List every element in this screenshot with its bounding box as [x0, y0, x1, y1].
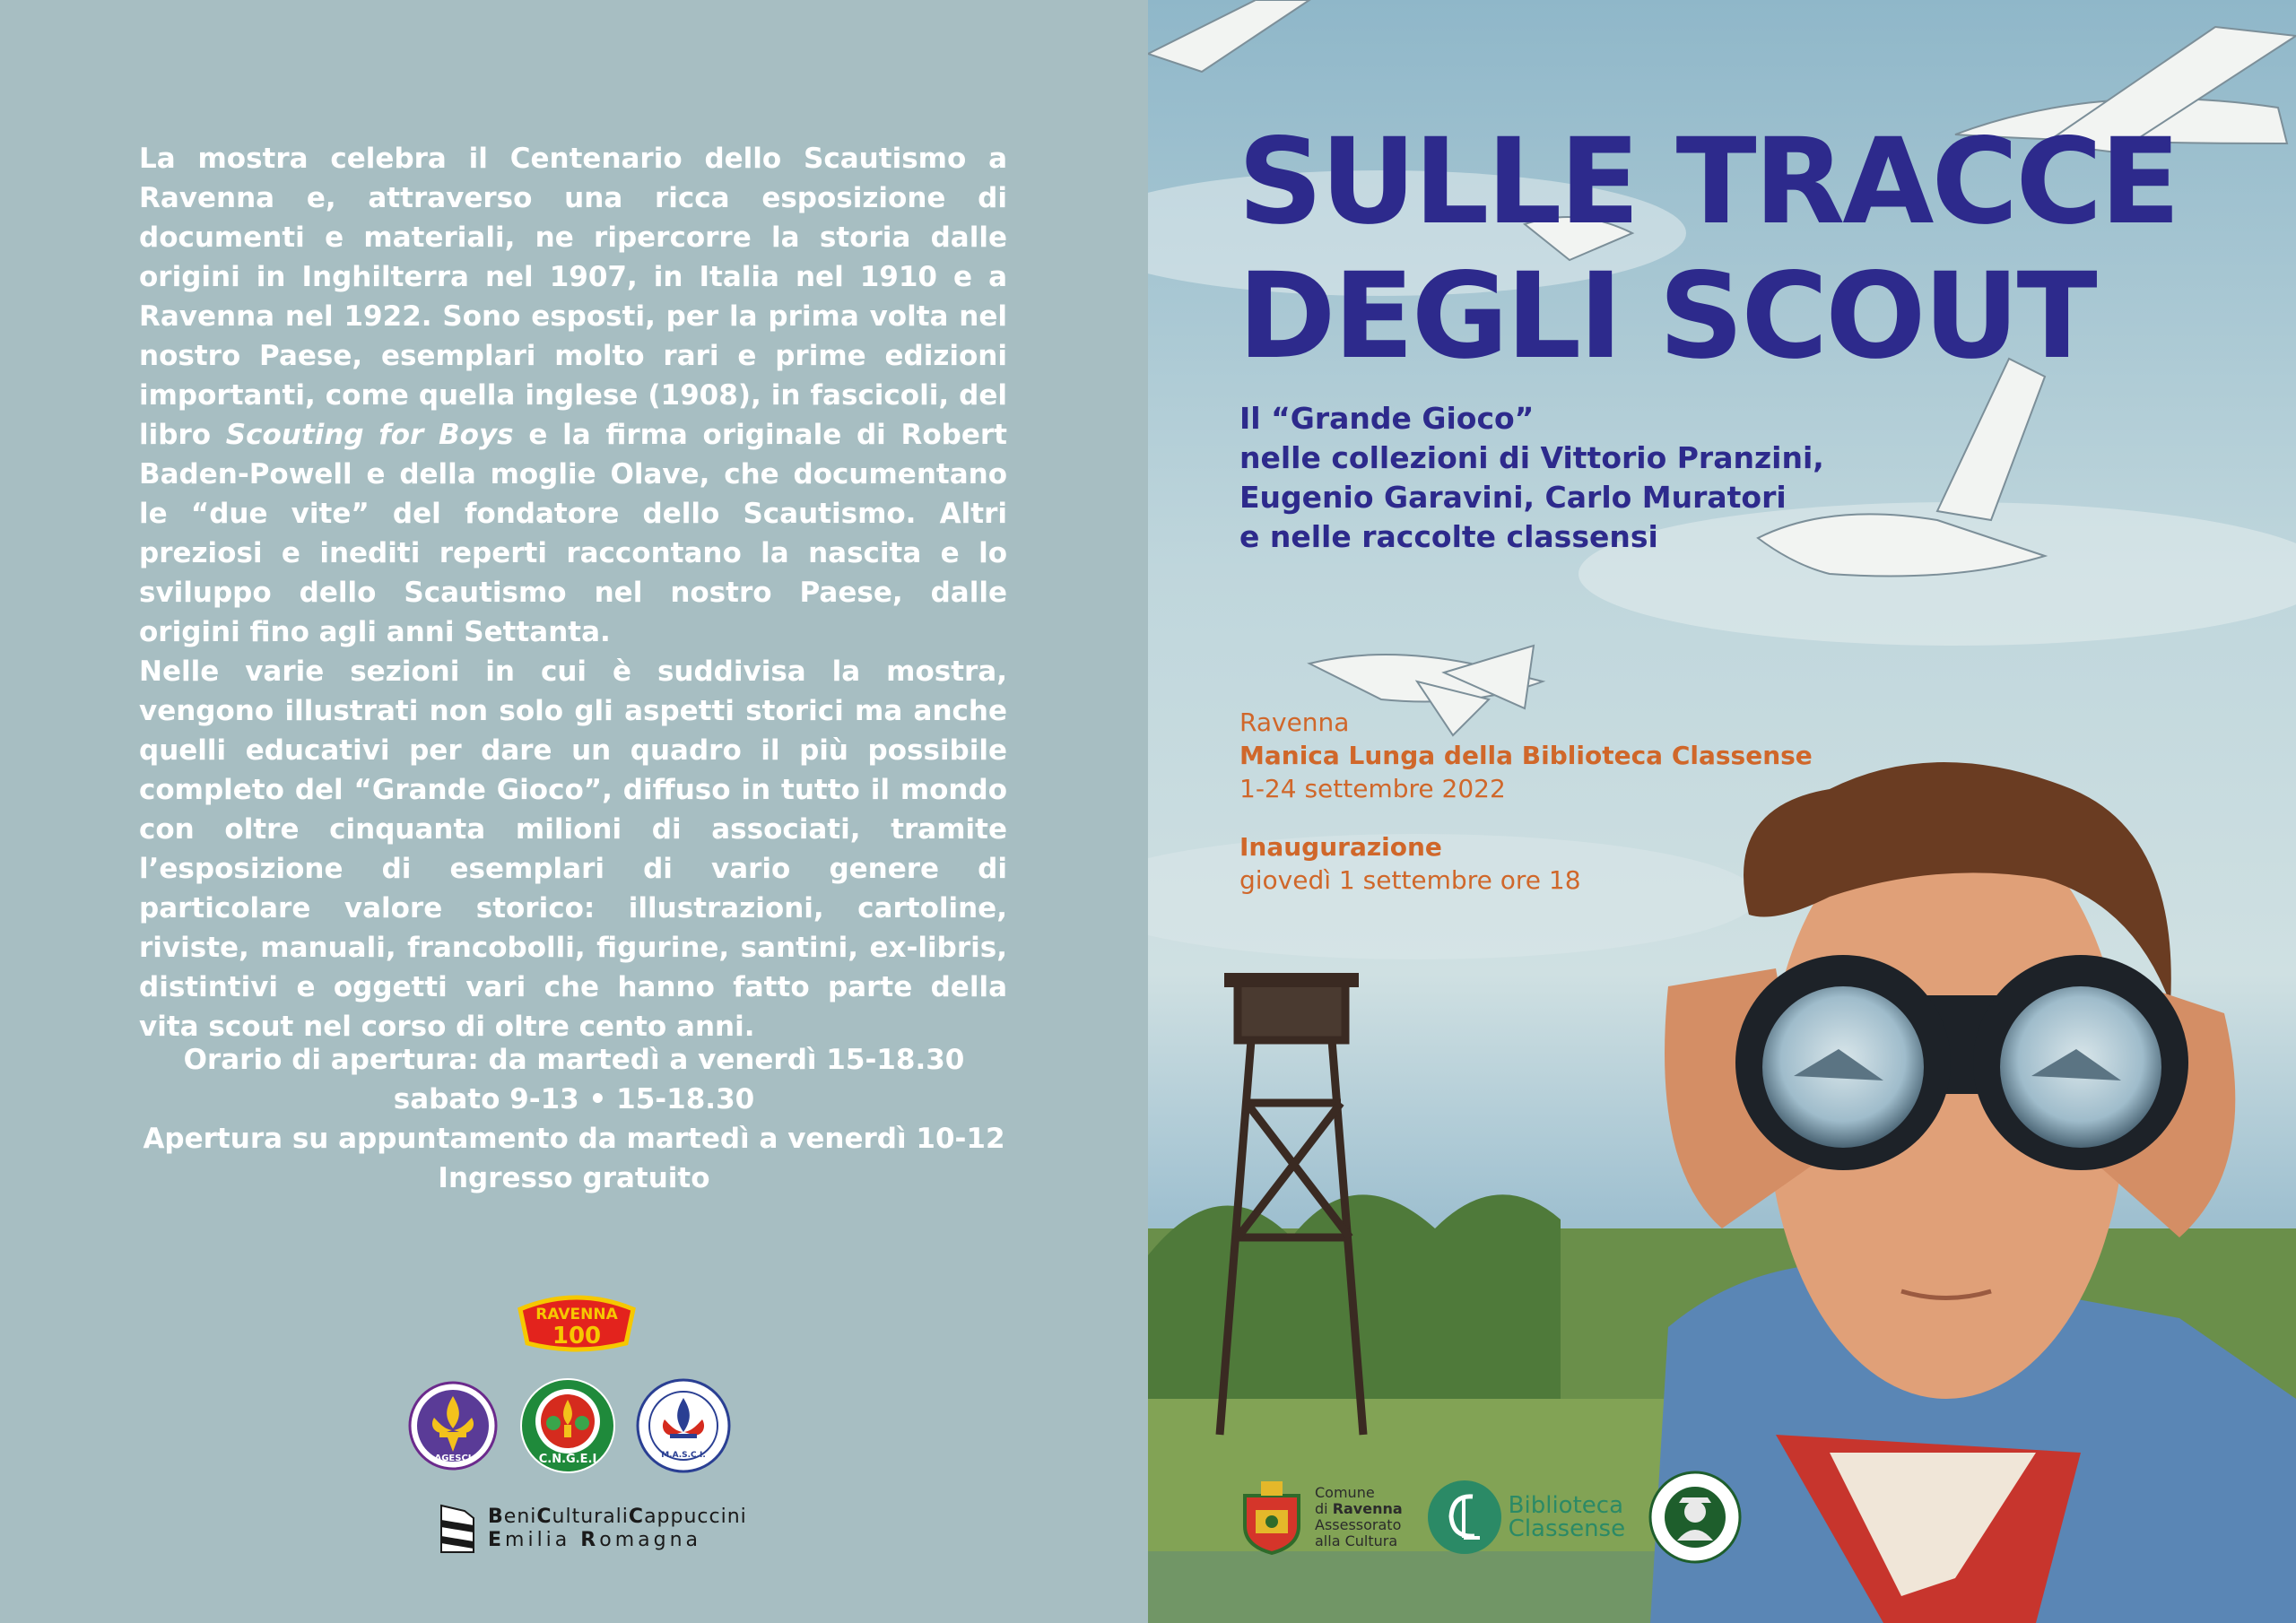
- scout-studies-seal-icon: [1648, 1471, 1742, 1564]
- cappuccini-emblem-icon: [438, 1502, 477, 1556]
- biblioteca-classense-logo: Biblioteca Classense: [1426, 1479, 1625, 1556]
- cover-panel: [1148, 0, 2296, 1623]
- masci-logo: [636, 1378, 731, 1473]
- svg-text:M.A.S.C.I.: M.A.S.C.I.: [661, 1451, 706, 1460]
- beni-culturali-cappuccini-logo: [438, 1502, 747, 1556]
- book-title: Scouting for Boys: [225, 419, 514, 451]
- bcc-line-1: BeniCulturaliCappuccini: [488, 1506, 747, 1528]
- opening-hours: [0, 1040, 1148, 1198]
- poster-subtitle: [1239, 399, 2047, 557]
- svg-text:RAVENNA: RAVENNA: [535, 1306, 618, 1324]
- svg-text:C.N.G.E.I: C.N.G.E.I: [538, 1453, 597, 1466]
- comune-ravenna-logo: Comune di Ravenna Assessorato alla Cultura: [1238, 1480, 1403, 1555]
- hours-line: Apertura su appuntamento da martedì a venerdì 10-12: [143, 1123, 1005, 1155]
- bcc-line-2: Emilia Romagna: [488, 1529, 701, 1551]
- subtitle-line: e nelle raccolte classensi: [1239, 519, 1658, 554]
- ravenna-100-logo: [515, 1291, 639, 1354]
- poster-title: [1238, 115, 2224, 384]
- cngei-logo: [519, 1376, 616, 1475]
- ravenna-coat-of-arms-icon: [1238, 1480, 1306, 1555]
- subtitle-line: Eugenio Garavini, Carlo Muratori: [1239, 480, 1787, 515]
- subtitle-line: nelle collezioni di Vittorio Pranzini,: [1239, 440, 1824, 475]
- exhibition-description: [139, 139, 1007, 1046]
- title-line: DEGLI SCOUT: [1238, 247, 2095, 386]
- inauguration-label: Inaugurazione: [1239, 832, 1442, 862]
- hours-line: Ingresso gratuito: [438, 1162, 710, 1194]
- event-dates: 1-24 settembre 2022: [1239, 774, 1506, 803]
- subtitle-line: Il “Grande Gioco”: [1239, 401, 1535, 436]
- title-line: SULLE TRACCE: [1238, 113, 2179, 251]
- agesci-logo: [407, 1376, 499, 1475]
- svg-text:100: 100: [552, 1323, 602, 1350]
- classense-monogram-icon: [1426, 1479, 1503, 1556]
- event-venue: Manica Lunga della Biblioteca Classense: [1239, 741, 1813, 770]
- event-city: Ravenna: [1239, 707, 1350, 737]
- event-details: [1239, 706, 1813, 897]
- sponsor-logos: [1238, 1471, 1742, 1564]
- description-paragraph-2: Nelle varie sezioni in cui è suddivisa la mostra, vengono illustrati non solo gli aspetti storici ma anche quelli educativi per dare un quadro il più possibile completo del “Grande Gioco”, diffuso in tutto il mondo con oltre cinquanta milioni di associati, tramite l’esposizione di esemplari di vario genere di particolare valore storico: illustrazioni, cartoline, riviste, manuali, francobolli, figurine, santini, ex-libris, distintivi e oggetti vari che hanno fatto parte della vita scout nel corso di oltre cento anni.: [139, 655, 1007, 1043]
- hours-line: sabato 9-13 • 15-18.30: [393, 1083, 755, 1115]
- description-paragraph-1: La mostra celebra il Centenario dello Scautismo a Ravenna e, attraverso una ricca esposizione di documenti e materiali, ne ripercorre la storia dalle origini in Inghilterra nel 1907, in Italia nel 1910 e a Ravenna nel 1922. Sono esposti, per la prima volta nel nostro Paese, esemplari molto rari e prime edizioni importanti, come quella inglese (1908), in fascicoli, del libro Scouting for Boys e la firma originale di Robert Baden-Powell e della moglie Olave, che documentano le “due vite” del fondatore dello Scautismo. Altri preziosi e inediti reperti raccontano la nascita e lo sviluppo dello Scautismo nel nostro Paese, dalle origini fino agli anni Settanta.: [139, 143, 1007, 648]
- hours-line: Orario di apertura: da martedì a venerdì 15-18.30: [183, 1044, 965, 1076]
- svg-text:AGESCI: AGESCI: [434, 1454, 472, 1463]
- inauguration-date: giovedì 1 settembre ore 18: [1239, 865, 1581, 895]
